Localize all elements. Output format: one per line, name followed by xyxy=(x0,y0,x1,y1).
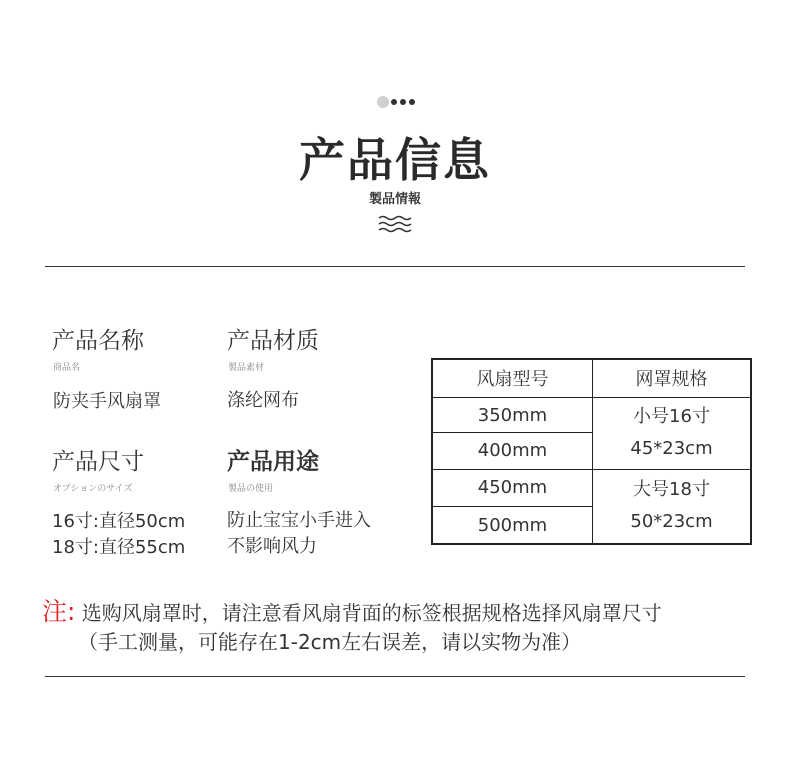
table-cell-spec-large xyxy=(593,469,752,544)
field-size-label: 产品尺寸 xyxy=(52,449,144,475)
field-size-value-2: 18寸:直径55cm xyxy=(52,537,186,558)
table-cell-model: 400mm xyxy=(432,433,593,469)
divider-bottom xyxy=(45,676,745,677)
divider-top xyxy=(45,266,745,267)
page-subtitle: 製品情報 xyxy=(368,192,421,207)
note-text-2: （手工测量，可能存在1-2cm左右误差，请以实物为准） xyxy=(78,630,582,654)
field-material-sublabel: 製品素材 xyxy=(228,363,265,373)
table-row xyxy=(432,469,751,506)
field-name-sublabel: 商品名 xyxy=(53,363,81,373)
table-cell-model: 450mm xyxy=(432,469,593,506)
wave-icon xyxy=(377,214,413,234)
table-header-spec: 网罩规格 xyxy=(593,359,752,397)
note-mark: 注: xyxy=(42,597,76,626)
table-header-model: 风扇型号 xyxy=(432,359,593,397)
table-row xyxy=(432,397,751,432)
field-usage-label: 产品用途 xyxy=(227,449,319,475)
dot-icon xyxy=(391,99,397,105)
dot-icon xyxy=(409,99,415,105)
table-cell-spec-small xyxy=(593,397,752,469)
spec-large-size: 大号18寸 xyxy=(633,479,710,501)
spec-table xyxy=(431,358,752,545)
spec-small-size: 小号16寸 xyxy=(633,406,710,428)
field-usage-value-2: 不影响风力 xyxy=(227,536,317,557)
table-cell-model: 500mm xyxy=(432,507,593,544)
page-title: 产品信息 xyxy=(299,133,491,187)
note-line-1 xyxy=(42,592,662,628)
note-text-1: 选购风扇罩时，请注意看风扇背面的标签根据规格选择风扇罩尺寸 xyxy=(81,601,662,625)
spec-small-dims: 45*23cm xyxy=(630,438,713,460)
field-material-value: 涤纶网布 xyxy=(227,390,299,411)
dot-icon xyxy=(377,96,389,108)
field-name-value: 防夹手风扇罩 xyxy=(53,391,161,412)
field-size-sublabel: オプションのサイズ xyxy=(53,484,133,494)
spec-large-dims: 50*23cm xyxy=(630,511,713,533)
field-material-label: 产品材质 xyxy=(227,328,319,354)
field-size-value-1: 16寸:直径50cm xyxy=(52,511,186,532)
field-usage-sublabel: 製品の使用 xyxy=(228,484,274,494)
field-usage-value-1: 防止宝宝小手进入 xyxy=(227,510,371,531)
table-header-row xyxy=(432,359,751,397)
dot-icon xyxy=(400,99,406,105)
table-cell-model: 350mm xyxy=(432,397,593,432)
field-name-label: 产品名称 xyxy=(52,328,144,354)
